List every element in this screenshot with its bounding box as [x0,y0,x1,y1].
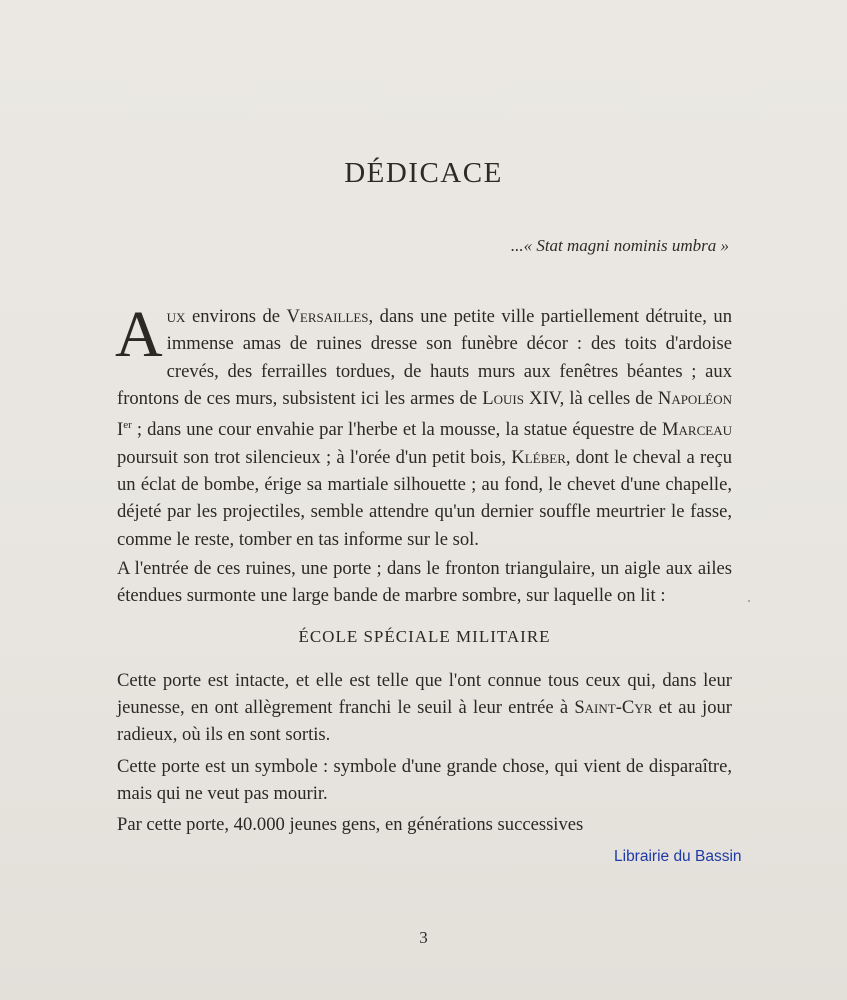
place-name: Saint-Cyr [574,697,653,719]
person-name: Kléber [511,446,566,468]
text-segment: et au jour radieux, où ils en sont sortis. [117,697,732,746]
text-segment: environs de [185,306,287,327]
first-word-rest: ux [166,306,186,327]
paragraph-4 [117,753,732,808]
text-segment: I [117,419,124,441]
text-segment: Par cette porte, 40.000 jeunes gens, en générations successives [117,814,584,836]
paragraph-1 [115,298,733,553]
text-segment: XIV, là celles de [523,387,658,409]
superscript: er [123,419,132,432]
paragraph-5 [117,811,732,838]
drop-cap: A [115,298,163,371]
watermark: Librairie du Bassin [614,848,742,865]
text-segment: Cette porte est intacte, et elle est telle que l'ont connue tous ceux qui, dans leur jeunesse, en ont allègrement franchi le seuil à leur entrée à [117,669,732,719]
text-segment: , dont le cheval a reçu un éclat de bombe, érige sa martiale silhouette ; au fond, le chevet d'une chapelle, déjeté par les projectiles, semble attendre qu'un dernier souffle meurtrier le fasse, comme le reste, tomber en tas informe sur le sol. [117,446,733,550]
paragraph-3 [117,667,732,749]
text-segment: poursuit son trot silencieux ; à l'orée d'un petit bois, [117,446,512,468]
person-name: Marceau [662,419,732,441]
text-segment: Cette porte est un symbole : symbole d'une grande chose, qui vient de disparaître, mais qui ne veut pas mourir. [117,755,732,804]
page-number: 3 [419,928,428,947]
paragraph-2 [117,555,732,610]
body-text [115,298,733,839]
text-segment: , dans une petite ville partiellement détruite, un immense amas de ruines dresse son funèbre décor : des toits d'ardoise crevés, des ferrailles tordues, de hauts murs aux fenêtres béantes ; aux frontons de ces murs, subsistent ici les armes de [117,306,732,409]
page-title: DÉDICACE [344,157,503,189]
epigraph: ...« Stat magni nominis umbra » [510,236,729,255]
text-segment: A l'entrée de ces ruines, une porte ; dans le fronton triangulaire, un aigle aux ailes étendues surmonte une large bande de marbre sombre, sur laquelle on lit : [117,557,732,607]
text-segment: ; dans une cour envahie par l'herbe et la mousse, la statue équestre de [131,419,663,441]
person-name: Napoléon [657,387,732,409]
person-name: Louis [482,387,524,409]
place-name: Versailles [286,306,369,327]
inscription: ÉCOLE SPÉCIALE MILITAIRE [298,627,551,647]
paper-speck [748,600,750,602]
